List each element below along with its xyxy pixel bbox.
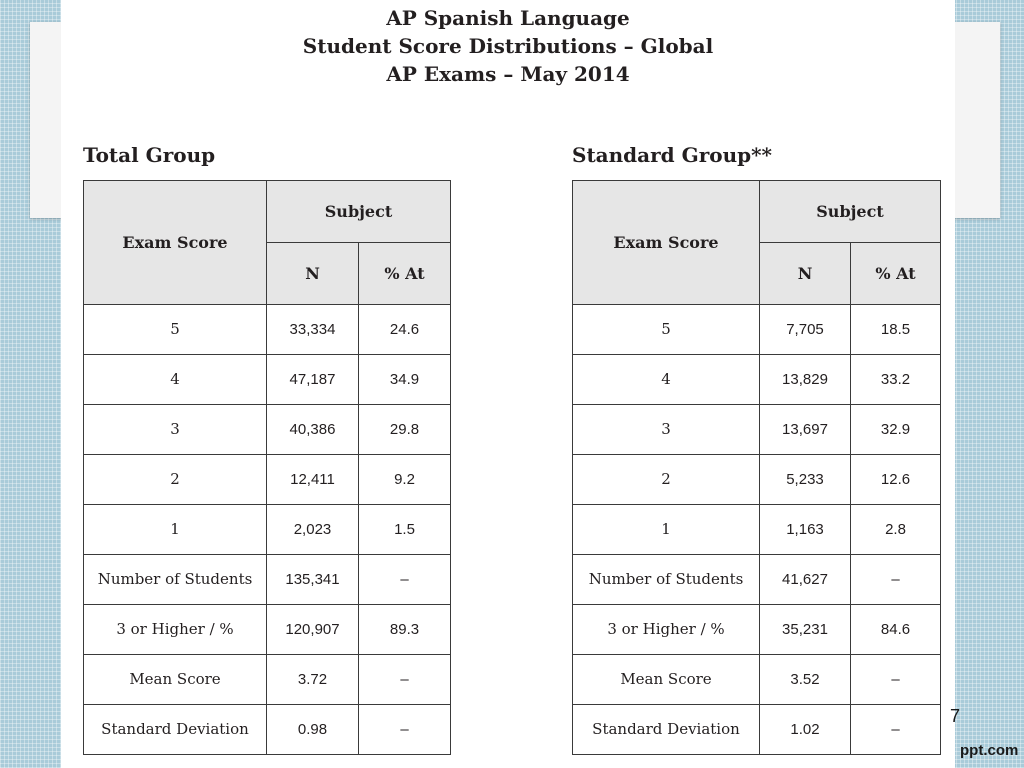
row-label: 2 xyxy=(573,455,760,505)
pct-at-cell: 33.2 xyxy=(851,355,941,405)
row-label: 2 xyxy=(84,455,267,505)
slide-paper xyxy=(61,0,955,768)
n-cell: 13,829 xyxy=(760,355,851,405)
pct-at-cell: – xyxy=(359,705,451,755)
n-cell: 3.52 xyxy=(760,655,851,705)
row-label: 5 xyxy=(84,305,267,355)
table-row xyxy=(573,605,941,655)
page-title xyxy=(61,4,955,88)
n-cell: 13,697 xyxy=(760,405,851,455)
subject-header: Subject xyxy=(760,181,941,243)
pct-at-cell: 84.6 xyxy=(851,605,941,655)
table-row xyxy=(84,455,451,505)
title-line-3: AP Exams – May 2014 xyxy=(386,62,630,86)
table-row xyxy=(84,705,451,755)
row-label: 4 xyxy=(573,355,760,405)
pct-at-cell: 29.8 xyxy=(359,405,451,455)
pct-at-cell: 34.9 xyxy=(359,355,451,405)
table-row xyxy=(84,605,451,655)
exam-score-header: Exam Score xyxy=(84,181,267,305)
watermark: ppt.com xyxy=(960,742,1019,759)
row-label: 1 xyxy=(573,505,760,555)
n-cell: 41,627 xyxy=(760,555,851,605)
n-cell: 1.02 xyxy=(760,705,851,755)
table-row xyxy=(573,705,941,755)
n-header: N xyxy=(760,243,851,305)
row-label: Standard Deviation xyxy=(84,705,267,755)
table-row xyxy=(84,655,451,705)
subject-header: Subject xyxy=(267,181,451,243)
pct-at-cell: 32.9 xyxy=(851,405,941,455)
pct-at-cell: – xyxy=(851,705,941,755)
n-cell: 33,334 xyxy=(267,305,359,355)
table-row xyxy=(84,305,451,355)
n-cell: 40,386 xyxy=(267,405,359,455)
pct-at-cell: 89.3 xyxy=(359,605,451,655)
row-label: Number of Students xyxy=(84,555,267,605)
row-label: 4 xyxy=(84,355,267,405)
n-cell: 120,907 xyxy=(267,605,359,655)
table-row xyxy=(573,305,941,355)
row-label: Number of Students xyxy=(573,555,760,605)
n-cell: 1,163 xyxy=(760,505,851,555)
row-label: Standard Deviation xyxy=(573,705,760,755)
pct-at-cell: 2.8 xyxy=(851,505,941,555)
pct-at-cell: 18.5 xyxy=(851,305,941,355)
pct-at-cell: – xyxy=(851,555,941,605)
table-row xyxy=(84,555,451,605)
table-row xyxy=(573,655,941,705)
n-cell: 3.72 xyxy=(267,655,359,705)
n-cell: 135,341 xyxy=(267,555,359,605)
row-label: 3 xyxy=(573,405,760,455)
pct-at-cell: 12.6 xyxy=(851,455,941,505)
row-label: 1 xyxy=(84,505,267,555)
slide-number: 7 xyxy=(950,706,961,726)
table-row xyxy=(573,455,941,505)
n-cell: 5,233 xyxy=(760,455,851,505)
table-row xyxy=(84,355,451,405)
row-label: Mean Score xyxy=(573,655,760,705)
table-row xyxy=(84,505,451,555)
n-cell: 7,705 xyxy=(760,305,851,355)
pct-at-cell: – xyxy=(359,555,451,605)
n-header: N xyxy=(267,243,359,305)
table-row xyxy=(573,555,941,605)
pct-at-cell: 9.2 xyxy=(359,455,451,505)
pct-at-cell: – xyxy=(851,655,941,705)
pct-at-cell: – xyxy=(359,655,451,705)
n-cell: 0.98 xyxy=(267,705,359,755)
table-row xyxy=(573,355,941,405)
pct-at-header: % At xyxy=(851,243,941,305)
table-row xyxy=(84,405,451,455)
pct-at-header: % At xyxy=(359,243,451,305)
title-line-2: Student Score Distributions – Global xyxy=(302,34,714,58)
row-label: 3 xyxy=(84,405,267,455)
row-label: 3 or Higher / % xyxy=(573,605,760,655)
n-cell: 47,187 xyxy=(267,355,359,405)
row-label: 3 or Higher / % xyxy=(84,605,267,655)
table-row xyxy=(573,505,941,555)
title-line-1: AP Spanish Language xyxy=(386,6,630,30)
n-cell: 12,411 xyxy=(267,455,359,505)
standard-group-table xyxy=(572,180,941,755)
total-group-table xyxy=(83,180,451,755)
pct-at-cell: 24.6 xyxy=(359,305,451,355)
n-cell: 2,023 xyxy=(267,505,359,555)
standard-group-heading: Standard Group** xyxy=(572,143,773,167)
total-group-heading: Total Group xyxy=(83,143,216,167)
n-cell: 35,231 xyxy=(760,605,851,655)
pct-at-cell: 1.5 xyxy=(359,505,451,555)
row-label: Mean Score xyxy=(84,655,267,705)
exam-score-header: Exam Score xyxy=(573,181,760,305)
table-row xyxy=(573,405,941,455)
row-label: 5 xyxy=(573,305,760,355)
